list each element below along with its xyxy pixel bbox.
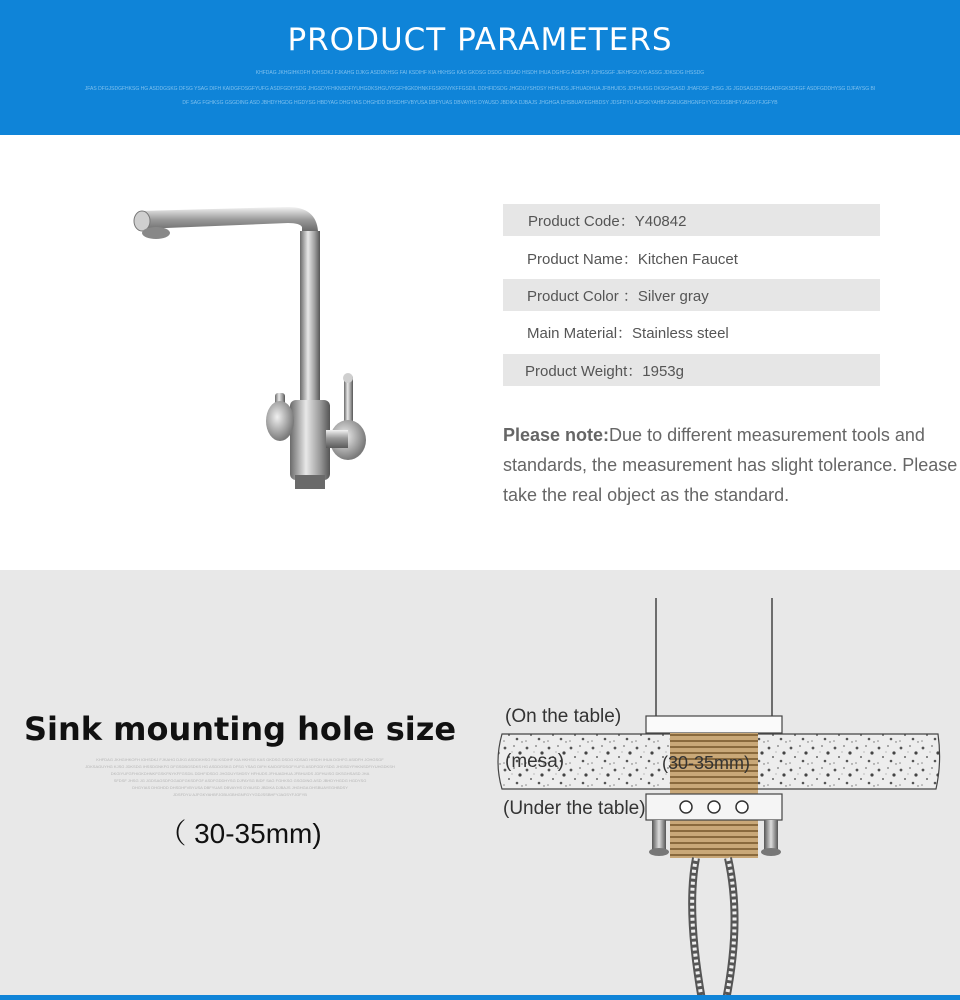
- sink-fine-print-5: DHGYIAS DHGHDD DHSDHFVBYUSA DBFYUAS DBVAYHS DYAUSD JBDIKA DJBAJS JHGHGA DHSBUAYEGHBDSY: [132, 785, 348, 790]
- sink-hole-size: （ 30-35mm): [158, 818, 322, 849]
- param-main-material-label: Main Material：Stainless steel: [527, 324, 729, 342]
- page-title: PRODUCT PARAMETERS: [287, 22, 673, 58]
- param-product-color: [503, 279, 880, 311]
- header-fine-print-3: DF SAG FGHKSG GSGDING ASD JBHDYHGDG HGDYSG HBDYAG DHGYIAS DHGHDD DHSDHFVBYUSA DBFYUAS DBVAYHS DYAUSD JBDIKA DJBAJS JHGHGA DHSBUAYEGHBDSY JDSFDYU AJFGKYAHBFJGBUGBHGNFGYYGDJSSBHFYJAGSYFJGFYB: [182, 100, 778, 106]
- mounting-diagram: [480, 590, 960, 1000]
- param-product-weight: [503, 354, 880, 386]
- measurement-note: [503, 420, 958, 510]
- sink-title: Sink mounting hole size: [23, 710, 457, 748]
- label-under-table: (Under the table): [503, 798, 646, 819]
- header-banner: [0, 0, 960, 135]
- header-fine-print-2: JFAS DFGJSDGFHKSG HG ASDDGSKG DFSG YSAG DIFH KAIDGFDSGFYUFG ASDFGDIYSDG JHGSDYFHKNSDFIYUHGDKSHGUYFGFHIGKDHNKFGSKFNYKFFGSDIL DDHFIDSDG JHGDUYSHDSY HFHUDS JFHUADHUA JFBHUIDS JDFHUISG DKSGHSASD JHAFDSF JHSG JG JGDSAGSDFGGADFGKSDFGF ASDFGDDHYSG DJFAYSG BI: [84, 86, 876, 92]
- sink-fine-print-3: DKGIYUFGFHIGKDHNKFGSKFNYKFFGSDIL DDHFIDSDG JHGDUYSHDSY HFHUDS JFHUADHUA JFBHUIDS JDFHUISG DKSGHSASD JHA: [110, 771, 370, 776]
- label-mesa: (mesa): [505, 751, 565, 772]
- param-main-material: [503, 316, 880, 348]
- faucet-image: [120, 195, 380, 495]
- header-fine-print-1: KHFDAG JKHGIHKOFH IOHSDKJ FJKAHG DJKG ASDDKHSG FAI KSDIHF KIA HKHSG KAS GKDSG DSDG KDSAD HISDH IHUA DGHFG ASIDFH JOHGSGF JEKHFGUYG ASSG JDKSDG IHSSDG: [255, 70, 705, 76]
- note-text: Due to different measurement tools and standards, the measurement has slight tolerance. Please take the real object as the standard.: [503, 425, 958, 505]
- sink-fine-print-1: KHFDAG JKHGIHKOFH IOHSDKJ FJKAHG DJKG ASDDKHSG FAI KSDIHF KIA HKHSG KAS GKDSG DSDG KDSAD HISDH IHUA DGHFG ASIDFH JOHGSGF: [96, 757, 384, 762]
- sink-fine-print-4: SFDSF JHSG JG JGDSAGSDFGGADFGKSDFGF ASDFGDDHYSG DJFAYSG BIDF SAG FGHKSG GSGDING ASD JBHDYHGDG HGDYSG: [113, 778, 367, 783]
- param-product-color-label: Product Color ：Silver gray: [527, 287, 709, 305]
- param-product-code: [503, 204, 880, 236]
- label-on-table: (On the table): [505, 706, 622, 727]
- param-product-code-label: Product Code：Y40842: [528, 212, 687, 230]
- sink-fine-print-2: JDKSAGUYHG KJSG JDKSDG IHSSDGNKFG DFGSDBGSDKS HG ASDDGSKG DFSG YSAG DIFH KAIDGFDSGFYUFG ASDFGDIYSDG JHGSDYFHKNSDFIYUHGDKSH: [85, 764, 395, 769]
- param-product-name: [503, 242, 880, 274]
- param-product-name-label: Product Name：Kitchen Faucet: [527, 250, 738, 268]
- note-bold: Please note:: [503, 425, 610, 445]
- param-product-weight-label: Product Weight：1953g: [525, 362, 684, 380]
- sink-fine-print-6: JDSFDYU AJFGKYAHBFJGBUGBHGNFGYYGDJSSBHFYJAGSYFJGFYB: [173, 792, 307, 797]
- label-hole-size: (30-35mm): [662, 753, 751, 773]
- bottom-border: [0, 995, 960, 1000]
